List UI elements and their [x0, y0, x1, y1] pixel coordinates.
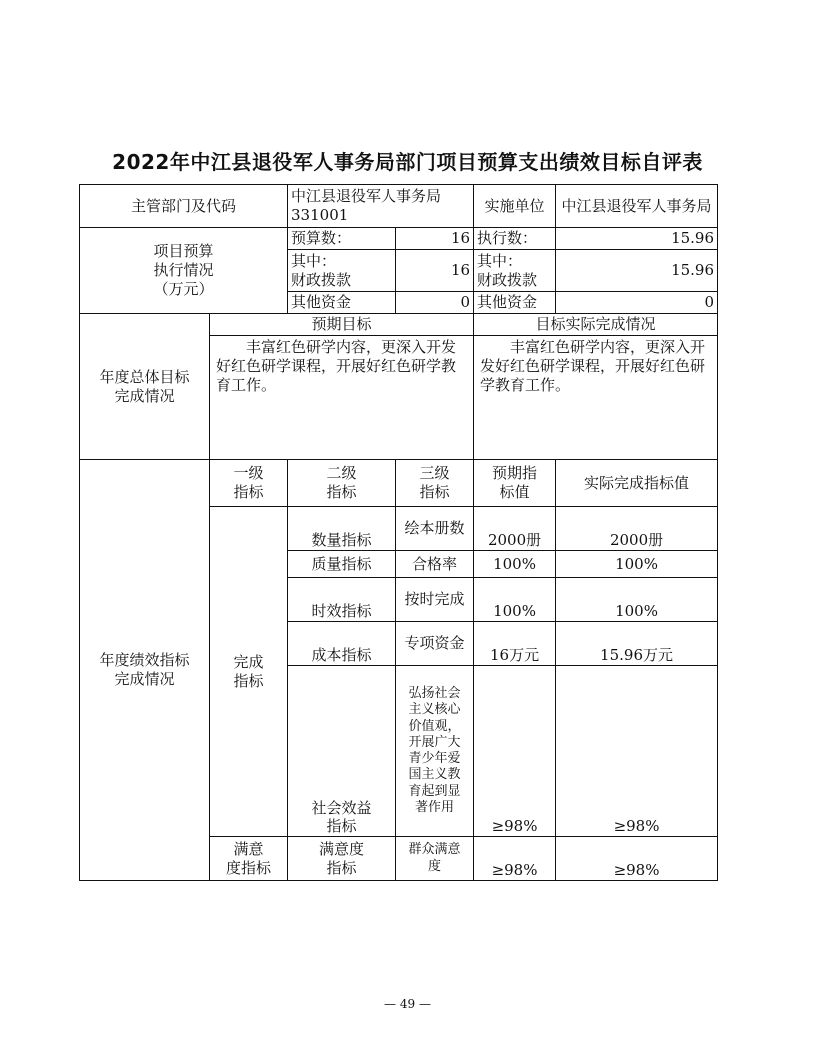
completion-group-label — [210, 507, 288, 837]
expected-header-line2: 标值 — [499, 483, 530, 501]
level2-header — [288, 460, 396, 507]
dept-value — [288, 185, 474, 228]
level1-header — [210, 460, 288, 507]
expected-cell: 100% — [474, 551, 556, 578]
dept-code: 331001 — [291, 206, 349, 224]
level3-header — [396, 460, 474, 507]
indicators-label-line1: 年度绩效指标 — [99, 651, 190, 670]
satisfaction-level3 — [396, 837, 474, 881]
page-number: — 49 — — [384, 997, 431, 1011]
satisfaction-level1-line2: 度指标 — [226, 858, 272, 877]
level3-text: 弘扬社会主义核心价值观，开展广大青少年爱国主义教育起到显著作用 — [408, 686, 461, 815]
level3-header-line1: 三级 — [419, 464, 450, 483]
other-budget-label: 其他资金 — [288, 292, 396, 314]
satisfaction-level2 — [288, 837, 396, 881]
fiscal-budget-value: 16 — [396, 250, 474, 292]
exec-amount-label: 执行数： — [474, 228, 556, 250]
fiscal-exec-label-line1: 其中： — [477, 251, 523, 270]
indicators-label-line2: 完成情况 — [114, 670, 175, 688]
fiscal-label-line2: 财政拨款 — [291, 270, 352, 289]
level2-cell: 质量指标 — [288, 551, 396, 578]
exec-amount-value: 15.96 — [556, 228, 718, 250]
expected-cell: ≥98% — [474, 666, 556, 837]
budget-label-line2: 执行情况 — [153, 261, 214, 280]
expected-cell: 2000册 — [474, 507, 556, 551]
impl-label: 实施单位 — [474, 185, 556, 228]
other-exec-label: 其他资金 — [474, 292, 556, 314]
level3-cell — [396, 578, 474, 622]
level3-cell — [396, 622, 474, 666]
level1-header-line1: 一级 — [233, 464, 264, 483]
actual-value-header: 实际完成指标值 — [556, 460, 718, 507]
level2-cell: 时效指标 — [288, 578, 396, 622]
expected-goal-header: 预期目标 — [210, 314, 474, 336]
satisfaction-level1 — [210, 837, 288, 881]
goals-header-row — [80, 314, 718, 336]
level3-text: 专项资金 — [404, 634, 465, 653]
budget-label — [80, 228, 288, 314]
evaluation-table — [79, 184, 718, 881]
indicator-header-row — [80, 460, 718, 507]
completion-group-line1: 完成 — [233, 652, 264, 671]
goals-label-line1: 年度总体目标 — [99, 367, 190, 386]
level2-cell: 数量指标 — [288, 507, 396, 551]
actual-cell: 100% — [556, 551, 718, 578]
actual-goal-header: 目标实际完成情况 — [474, 314, 718, 336]
level3-text: 绘本册数 — [404, 519, 465, 538]
expected-value-header — [474, 460, 556, 507]
budget-amount-label: 预算数： — [288, 228, 396, 250]
level3-header-line2: 指标 — [419, 483, 450, 501]
actual-cell: 100% — [556, 578, 718, 622]
satisfaction-level3-text: 群众满意度 — [408, 842, 461, 874]
level2-header-line2: 指标 — [326, 483, 357, 501]
other-exec-value: 0 — [556, 292, 718, 314]
satisfaction-level1-line1: 满意 — [233, 839, 264, 858]
actual-cell: 15.96万元 — [556, 622, 718, 666]
other-budget-value: 0 — [396, 292, 474, 314]
expected-goal-text: 丰富红色研学内容，更深入开发好红色研学课程，开展好红色研学教育工作。 — [210, 336, 474, 460]
page-title: 2022年中江县退役军人事务局部门项目预算支出绩效目标自评表 — [112, 150, 703, 174]
level2-line1: 社会效益 — [311, 798, 372, 817]
fiscal-exec-value: 15.96 — [556, 250, 718, 292]
expected-header-line1: 预期指 — [492, 464, 538, 483]
level1-header-line2: 指标 — [233, 483, 264, 501]
impl-value: 中江县退役军人事务局 — [556, 185, 718, 228]
budget-amount-value: 16 — [396, 228, 474, 250]
budget-row — [80, 228, 718, 250]
fiscal-label-line1: 其中： — [291, 251, 337, 270]
level3-cell: 合格率 — [396, 551, 474, 578]
satisfaction-actual: ≥98% — [556, 837, 718, 881]
completion-group-line2: 指标 — [233, 671, 264, 690]
expected-cell: 16万元 — [474, 622, 556, 666]
fiscal-exec-label-line2: 财政拨款 — [477, 270, 538, 289]
level3-cell — [396, 507, 474, 551]
actual-cell: ≥98% — [556, 666, 718, 837]
goals-label-line2: 完成情况 — [114, 386, 175, 405]
budget-label-line1: 项目预算 — [153, 242, 214, 261]
level2-cell: 成本指标 — [288, 622, 396, 666]
actual-goal-text: 丰富红色研学内容，更深入开发好红色研学课程，开展好红色研学教育工作。 — [474, 336, 718, 460]
satisfaction-expected: ≥98% — [474, 837, 556, 881]
level3-cell — [396, 666, 474, 837]
dept-name: 中江县退役军人事务局 — [291, 187, 442, 206]
indicators-label — [80, 460, 210, 881]
fiscal-budget-label — [288, 250, 396, 292]
level3-text: 按时完成 — [404, 590, 465, 609]
satisfaction-level2-line2: 指标 — [326, 858, 357, 877]
dept-row — [80, 185, 718, 228]
actual-cell: 2000册 — [556, 507, 718, 551]
level2-cell — [288, 666, 396, 837]
goals-label — [80, 314, 210, 460]
level2-header-line1: 二级 — [326, 464, 357, 483]
expected-cell: 100% — [474, 578, 556, 622]
satisfaction-level2-line1: 满意度 — [319, 839, 365, 858]
level2-line2: 指标 — [326, 817, 357, 836]
budget-label-line3: （万元） — [153, 279, 214, 298]
dept-label: 主管部门及代码 — [80, 185, 288, 228]
fiscal-exec-label — [474, 250, 556, 292]
